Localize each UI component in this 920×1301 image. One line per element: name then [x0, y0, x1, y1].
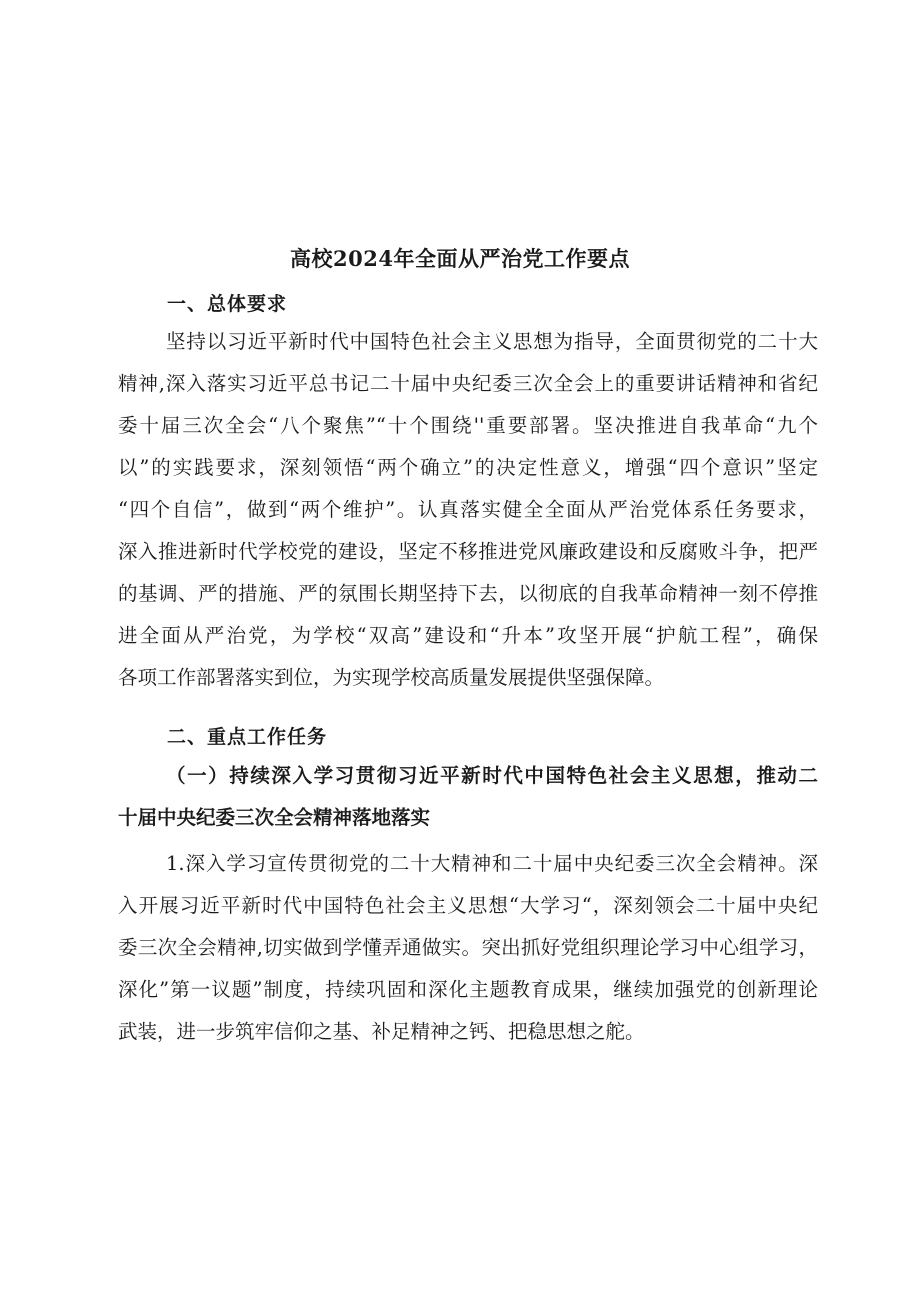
- paragraph-line: 委十届三次全会“八个聚焦”“十个围绕''重要部署。坚决推进自我革命“九个: [118, 414, 818, 437]
- paragraph-general-requirements: [118, 321, 818, 699]
- paragraph-line: 武装，进一步筑牢信仰之基、补足精神之钙、把稳思想之舵。: [118, 1020, 645, 1043]
- paragraph-line: 各项工作部署落实到位，为实现学校高质量发展提供坚强保障。: [118, 666, 665, 689]
- paragraph-line: 委三次全会精神,切实做到学懂弄通做实。突出抓好党组织理论学习中心组学习，: [118, 936, 818, 959]
- subsection-heading-1: [118, 755, 818, 839]
- section-heading-key-tasks: 二、重点工作任务: [167, 726, 328, 748]
- section-heading-general-requirements: 一、总体要求: [167, 293, 288, 315]
- paragraph-line: 精神,深入落实习近平总书记二十届中央纪委三次全会上的重要讲话精神和省纪: [118, 372, 818, 395]
- paragraph-line: 进全面从严治党，为学校“双高”建设和“升本”攻坚开展“护航工程”，确保: [118, 624, 818, 647]
- paragraph-line: 入开展习近平新时代中国特色社会主义思想“大学习“，深刻领会二十届中央纪: [118, 894, 818, 917]
- document-title: 高校2024年全面从严治党工作要点: [290, 246, 630, 271]
- paragraph-line: 深入推进新时代学校党的建设，坚定不移推进党风廉政建设和反腐败斗争，把严: [118, 540, 818, 563]
- paragraph-item-1: [118, 843, 818, 1053]
- paragraph-line: 坚持以习近平新时代中国特色社会主义思想为指导，全面贯彻党的二十大: [166, 330, 818, 353]
- subsection-heading-line: 十届中央纪委三次全会精神落地落实: [118, 806, 431, 829]
- paragraph-line: 的基调、严的措施、严的氛围长期坚持下去，以彻底的自我革命精神一刻不停推: [118, 582, 818, 605]
- paragraph-line: 深化”第一议题”制度，持续巩固和深化主题教育成果，继续加强党的创新理论: [118, 978, 818, 1001]
- paragraph-line: “四个自信”，做到“两个维护”。认真落实健全全面从严治党体系任务要求，: [118, 498, 818, 521]
- paragraph-line: 1.深入学习宣传贯彻党的二十大精神和二十届中央纪委三次全会精神。深: [166, 852, 818, 875]
- paragraph-line: 以”的实践要求，深刻领悟“两个确立”的决定性意义，增强“四个意识”坚定: [118, 456, 818, 479]
- subsection-heading-line: （一）持续深入学习贯彻习近平新时代中国特色社会主义思想，推动二: [166, 764, 818, 787]
